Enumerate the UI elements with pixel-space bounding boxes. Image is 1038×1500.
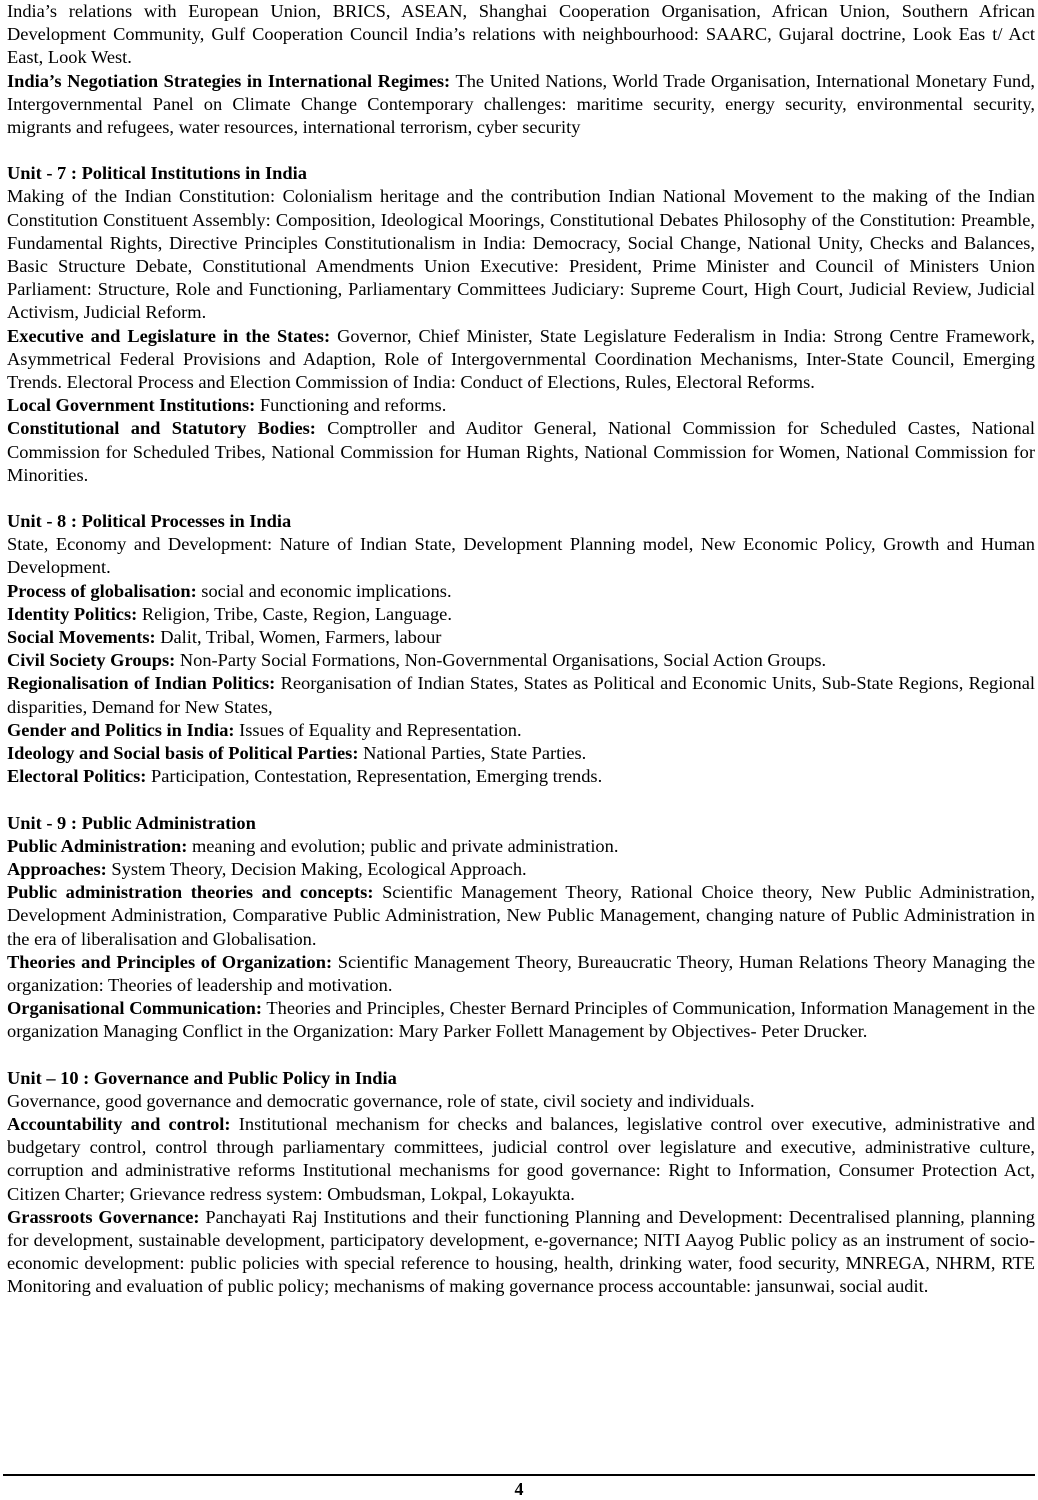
paragraph-text: Making of the Indian Constitution: Colonialism heritage and the contribution Indian National Movement to the making of the Indian Constitution Constituent Assembly: Composition, Ideological Moorings, Constitutional Debates Philosophy of the Constitution: Preamble, Fundamental Rights, Directive Principles Constitutionalism in India: Democracy, Social Change, National Unity, Checks and Balances, Basic Structure Debate, Constitutional Amendments Union Executive: President, Prime Minister and Council of Ministers Union Parliament: Structure, Role and Functioning, Parliamentary Committees Judiciary: Supreme Court, High Court, Judicial Review, Judicial Activism, Judicial Reform. [7, 186, 1035, 323]
unit-heading [7, 812, 1035, 835]
paragraph-text: Theories and Principles, Chester Bernard Principles of Communication, Information Management in the organization Managing Conflict in the Organization: Mary Parker Follett Management by Objectives- Peter Drucker. [7, 998, 1035, 1042]
paragraph-text: India’s relations with European Union, BRICS, ASEAN, Shanghai Cooperation Organisation, African Union, Southern African Development Community, Gulf Cooperation Council India’s relations with neighbourhood: SAARC, Gujaral doctrine, Look Eas t/ Act East, Look West. [7, 1, 1035, 68]
unit-heading-text: Unit - 7 : Political Institutions in India [7, 163, 307, 184]
paragraph-text: Governance, good governance and democratic governance, role of state, civil society and individuals. [7, 1090, 755, 1111]
paragraph-lead: Constitutional and Statutory Bodies: [7, 418, 316, 439]
paragraph-lead: Electoral Politics: [7, 766, 147, 787]
paragraph [7, 997, 1035, 1043]
paragraph-text: The United Nations, World Trade Organisation, International Monetary Fund, Intergovernmental Panel on Climate Change Contemporary challenges: maritime security, energy security, environmental security, migrants and refugees, water resources, international terrorism, cyber security [7, 70, 1036, 138]
paragraph-lead: Local Government Institutions: [7, 395, 256, 416]
paragraph-lead: Accountability and control: [7, 1113, 231, 1134]
paragraph-lead: Social Movements: [7, 627, 156, 648]
paragraph [7, 417, 1035, 487]
paragraph [7, 70, 1035, 140]
page-number: 4 [514, 1479, 524, 1499]
unit-heading-text: Unit - 9 : Public Administration [7, 812, 256, 833]
unit-heading [7, 162, 1035, 185]
paragraph-lead: Executive and Legislature in the States: [7, 325, 331, 346]
paragraph-text: social and economic implications. [196, 580, 452, 601]
paragraph [7, 1113, 1035, 1206]
paragraph [7, 185, 1035, 324]
section-gap [7, 139, 1035, 162]
paragraph [7, 626, 1035, 649]
paragraph [7, 580, 1035, 603]
paragraph-text: Scientific Management Theory, Bureaucratic Theory, Human Relations Theory Managing the organization: Theories of leadership and motivation. [7, 951, 1035, 995]
paragraph [7, 835, 1035, 858]
unit-heading-text: Unit - 8 : Political Processes in India [7, 511, 292, 532]
section-gap [7, 487, 1035, 510]
paragraph-text: Institutional mechanism for checks and balances, legislative control over executive, administrative and budgetary control, control through parliamentary committees, judicial control over legislature and executive, administrative culture, corruption and administrative reforms Institutional mechanisms for good governance: Right to Information, Consumer Protection Act, Citizen Charter; Grievance redress system: Ombudsman, Lokpal, Lokayukta. [7, 1113, 1035, 1204]
paragraph-lead: Process of globalisation: [7, 580, 197, 601]
paragraph-lead: Identity Politics: [7, 603, 138, 624]
paragraph [7, 533, 1035, 579]
paragraph-text: Comptroller and Auditor General, National Commission for Scheduled Castes, National Commission for Scheduled Tribes, National Commission for Human Rights, National Commission for Women, National Commission for Minorities. [7, 418, 1035, 485]
paragraph-text: Dalit, Tribal, Women, Farmers, labour [155, 627, 442, 648]
paragraph-lead: Grassroots Governance: [7, 1206, 200, 1227]
paragraph [7, 649, 1035, 672]
paragraph-lead: Ideology and Social basis of Political Parties: [7, 743, 359, 764]
unit-heading-text: Unit – 10 : Governance and Public Policy in India [7, 1067, 397, 1088]
paragraph [7, 603, 1035, 626]
unit-heading [7, 510, 1035, 533]
paragraph [7, 672, 1035, 718]
paragraph-lead: Public Administration: [7, 835, 188, 856]
paragraph-lead: Organisational Communication: [7, 998, 263, 1019]
paragraph [7, 951, 1035, 997]
paragraph-text: Governor, Chief Minister, State Legislature Federalism in India: Strong Centre Framework, Asymmetrical Federal Provisions and Adaption, Role of Intergovernmental Coordination Mechanisms, Inter-State Council, Emerging Trends. Electoral Process and Election Commission of India: Conduct of Elections, Rules, Electoral Reforms. [7, 325, 1035, 393]
paragraph [7, 765, 1035, 788]
section-gap [7, 1044, 1035, 1067]
paragraph-text: Non-Party Social Formations, Non-Governmental Organisations, Social Action Groups. [175, 650, 827, 671]
paragraph [7, 858, 1035, 881]
paragraph-text: Panchayati Raj Institutions and their functioning Planning and Development: Decentralised planning, planning for development, sustainable development, participatory development, e-governance; NITI Aayog Public policy as an instrument of socio-economic development: public policies with special reference to housing, health, drinking water, food security, MNREGA, NHRM, RTE Monitoring and evaluation of public policy; mechanisms of making governance process accountable: jansunwai, social audit. [7, 1206, 1035, 1297]
paragraph-text: Participation, Contestation, Representation, Emerging trends. [146, 766, 603, 787]
paragraph-lead: Public administration theories and concepts: [7, 882, 374, 903]
paragraph-text: Reorganisation of Indian States, States as Political and Economic Units, Sub-State Regions, Regional disparities, Demand for New States, [7, 673, 1035, 717]
paragraph [7, 881, 1035, 951]
paragraph-text: State, Economy and Development: Nature of Indian State, Development Planning model, New Economic Policy, Growth and Human Development. [7, 534, 1035, 578]
paragraph-lead: Gender and Politics in India: [7, 719, 235, 740]
paragraph-lead: Theories and Principles of Organization: [7, 951, 333, 972]
paragraph-text: National Parties, State Parties. [358, 743, 587, 764]
paragraph [7, 325, 1035, 395]
paragraph [7, 742, 1035, 765]
paragraph-text: meaning and evolution; public and private administration. [187, 835, 619, 856]
paragraph [7, 394, 1035, 417]
paragraph [7, 1090, 1035, 1113]
paragraph-text: Religion, Tribe, Caste, Region, Language. [137, 603, 452, 624]
paragraph-text: Issues of Equality and Representation. [234, 719, 522, 740]
paragraph-lead: Approaches: [7, 858, 107, 879]
paragraph [7, 0, 1035, 70]
paragraph-lead: Regionalisation of Indian Politics: [7, 673, 276, 694]
section-gap [7, 789, 1035, 812]
paragraph-lead: India’s Negotiation Strategies in International Regimes: [7, 70, 451, 91]
document-body [7, 0, 1035, 1299]
paragraph-lead: Civil Society Groups: [7, 650, 176, 671]
paragraph-text: System Theory, Decision Making, Ecological Approach. [106, 858, 527, 879]
paragraph-text: Scientific Management Theory, Rational Choice theory, New Public Administration, Development Administration, Comparative Public Administration, New Public Management, changing nature of Public Administration in the era of liberalisation and Globalisation. [7, 882, 1035, 949]
unit-heading [7, 1067, 1035, 1090]
paragraph [7, 1206, 1035, 1299]
paragraph-text: Functioning and reforms. [255, 395, 447, 416]
paragraph [7, 719, 1035, 742]
footer-rule [3, 1474, 1035, 1476]
